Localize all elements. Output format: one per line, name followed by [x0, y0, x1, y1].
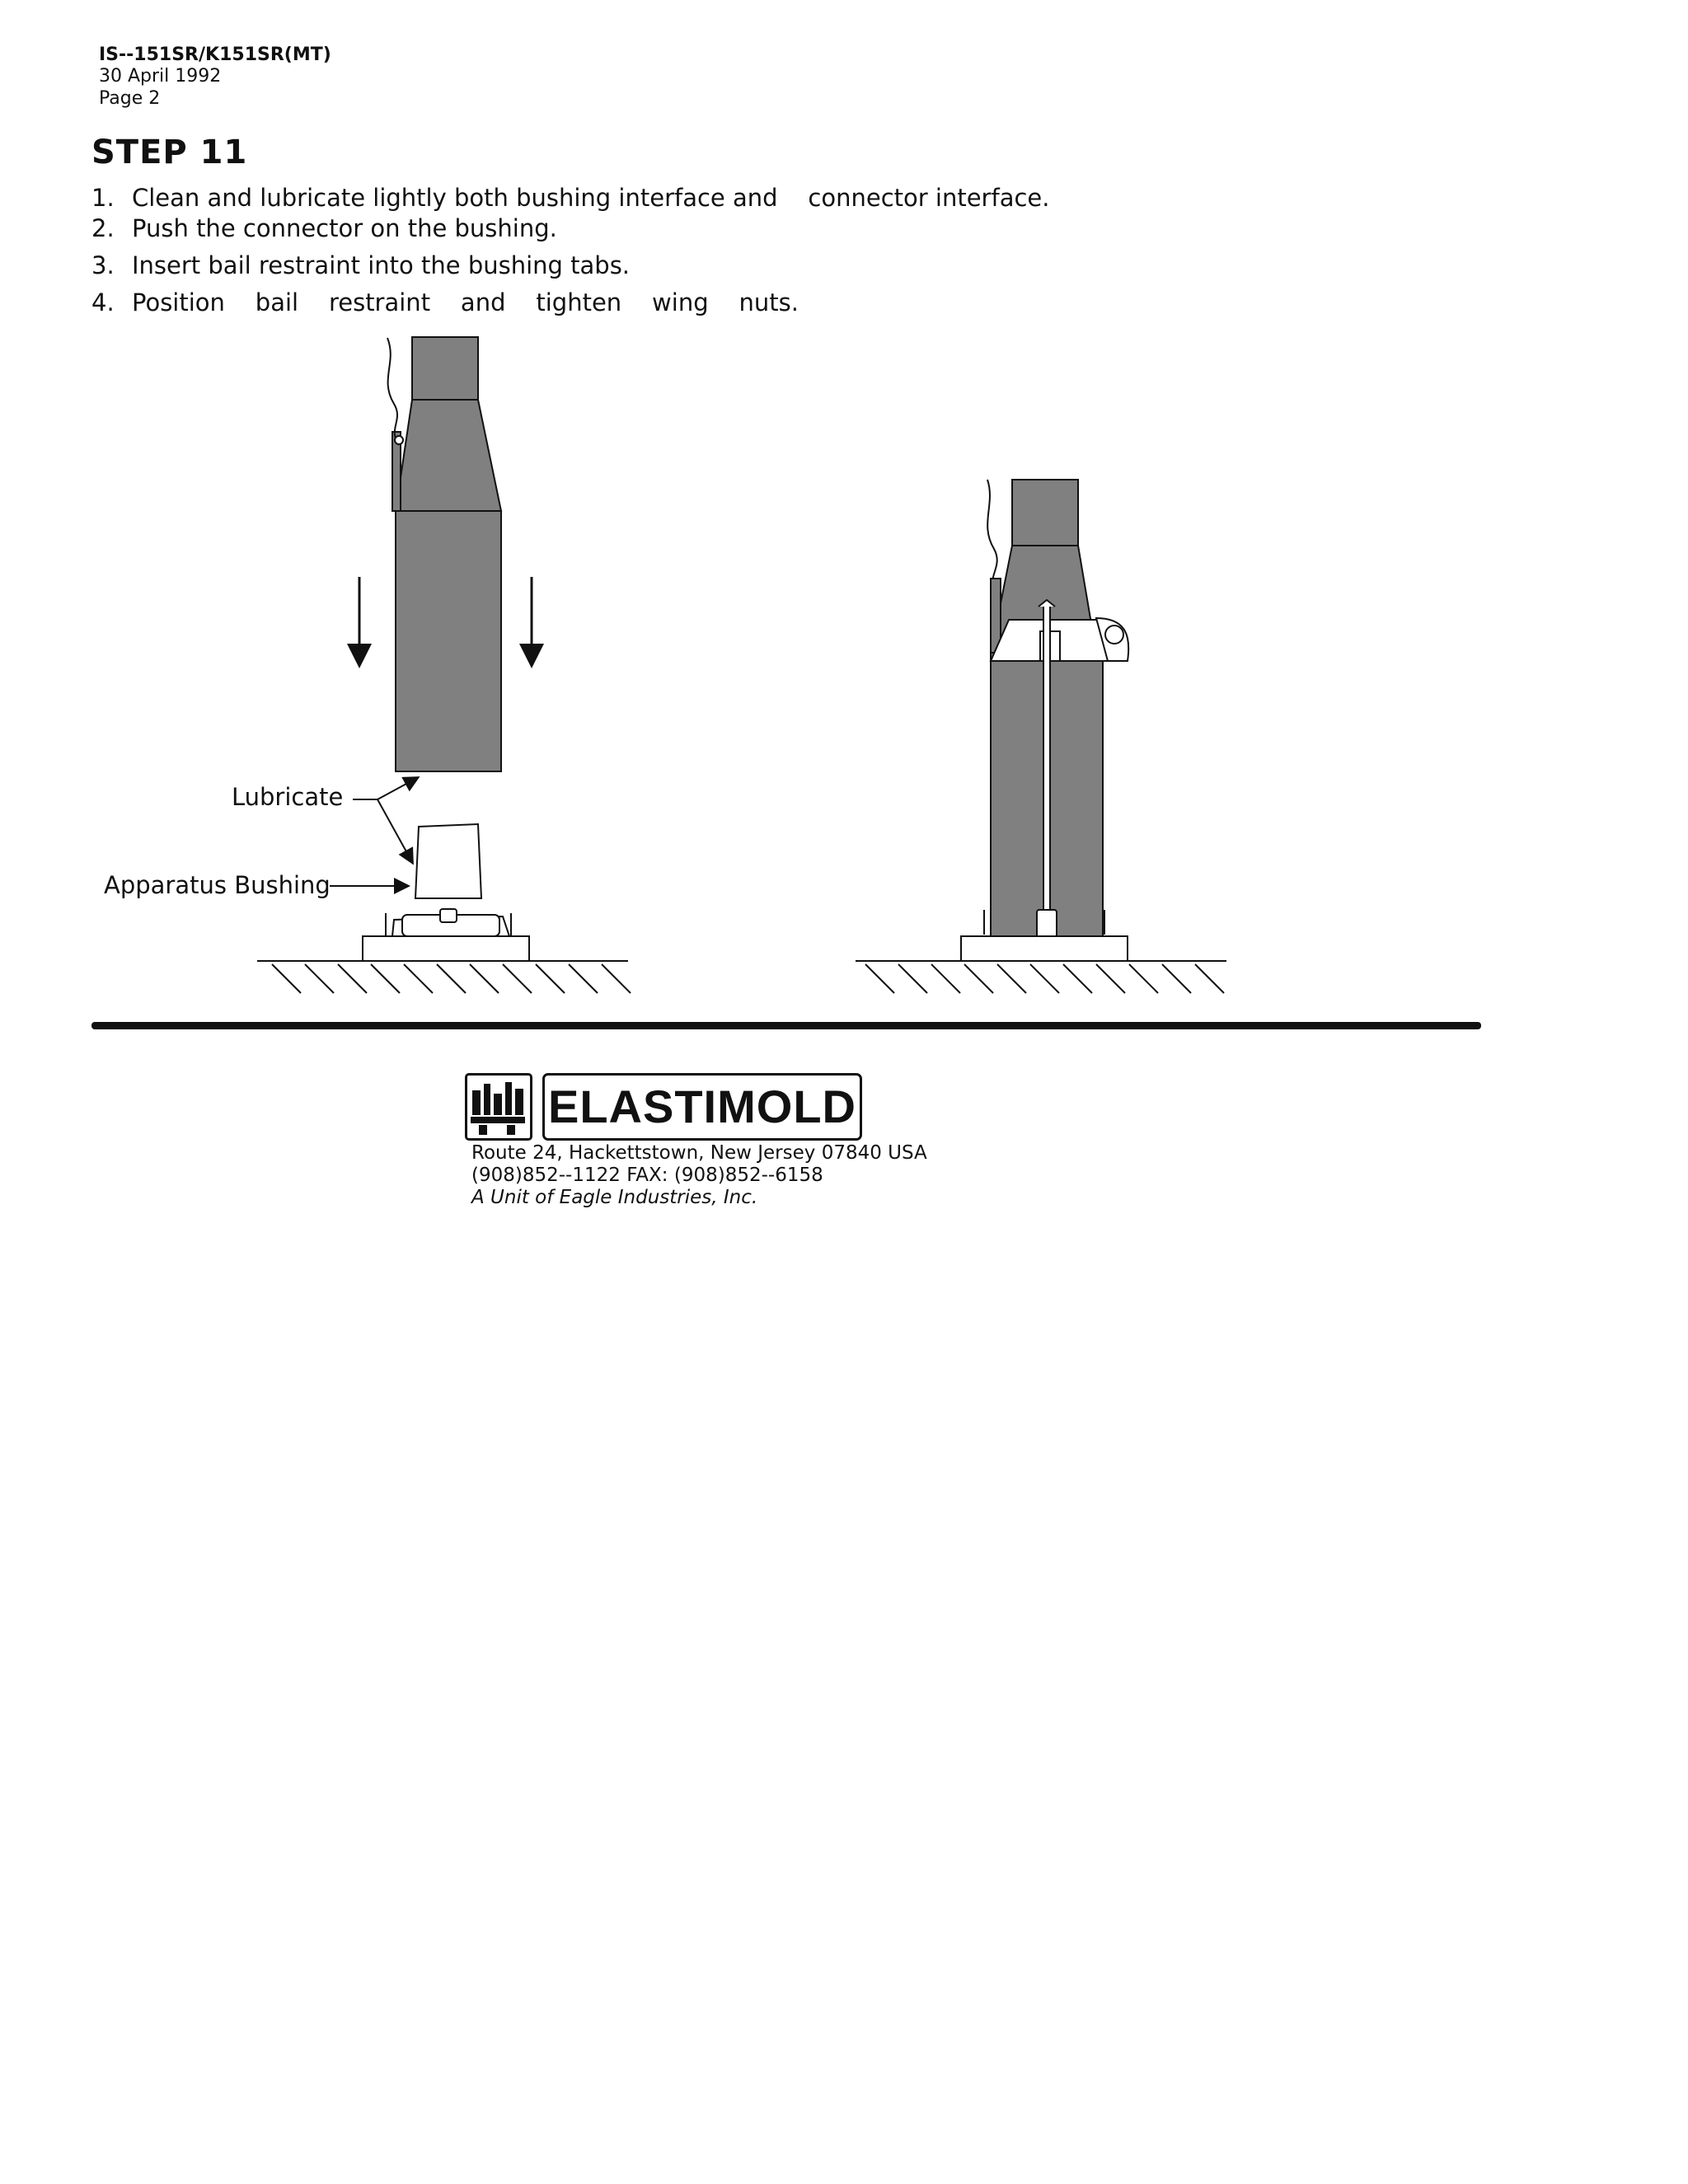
installation-figures: [0, 0, 1688, 1022]
parent-company-line: A Unit of Eagle Industries, Inc.: [471, 1187, 758, 1208]
step-text: Insert bail restraint into the bushing tabs.: [132, 251, 631, 279]
emblem-icon: [467, 1076, 530, 1138]
step-text: Push the connector on the bushing.: [132, 214, 557, 242]
brand-logo: ELASTIMOLD: [542, 1073, 862, 1141]
apparatus-bushing: [363, 824, 529, 961]
lubricate-arrow-connector: [377, 778, 417, 799]
page-number: Page 2: [99, 88, 161, 109]
address-line: Route 24, Hackettstown, New Jersey 07840 USA: [471, 1142, 927, 1164]
document-id: IS--151SR/K151SR(MT): [99, 45, 331, 65]
document-date: 30 April 1992: [99, 66, 222, 87]
phone-fax-line: (908)852--1122 FAX: (908)852--6158: [471, 1165, 823, 1186]
figure-before-install: [104, 337, 631, 993]
step-number: 4.: [91, 288, 115, 316]
step-number: 2.: [91, 214, 115, 242]
ground-hatch: [257, 961, 631, 993]
elbow-connector: [392, 337, 501, 771]
step-number: 3.: [91, 251, 115, 279]
ground-wire: [387, 338, 399, 445]
lubricate-arrow-bushing: [377, 799, 412, 862]
elastimold-emblem: [465, 1073, 532, 1141]
ground-hatch: [856, 961, 1226, 993]
step-text: Position bail restraint and tighten wing nuts.: [132, 288, 799, 316]
divider-rule: [91, 1022, 1481, 1029]
step-number: 1.: [91, 184, 115, 212]
step-text: Clean and lubricate lightly both bushing interface and connector interface.: [132, 184, 1050, 212]
figure-after-install: [856, 480, 1226, 993]
ground-wire: [987, 480, 997, 590]
step-title: STEP 11: [91, 134, 248, 171]
label-apparatus-bushing: Apparatus Bushing: [104, 871, 331, 899]
label-lubricate: Lubricate: [232, 783, 344, 811]
